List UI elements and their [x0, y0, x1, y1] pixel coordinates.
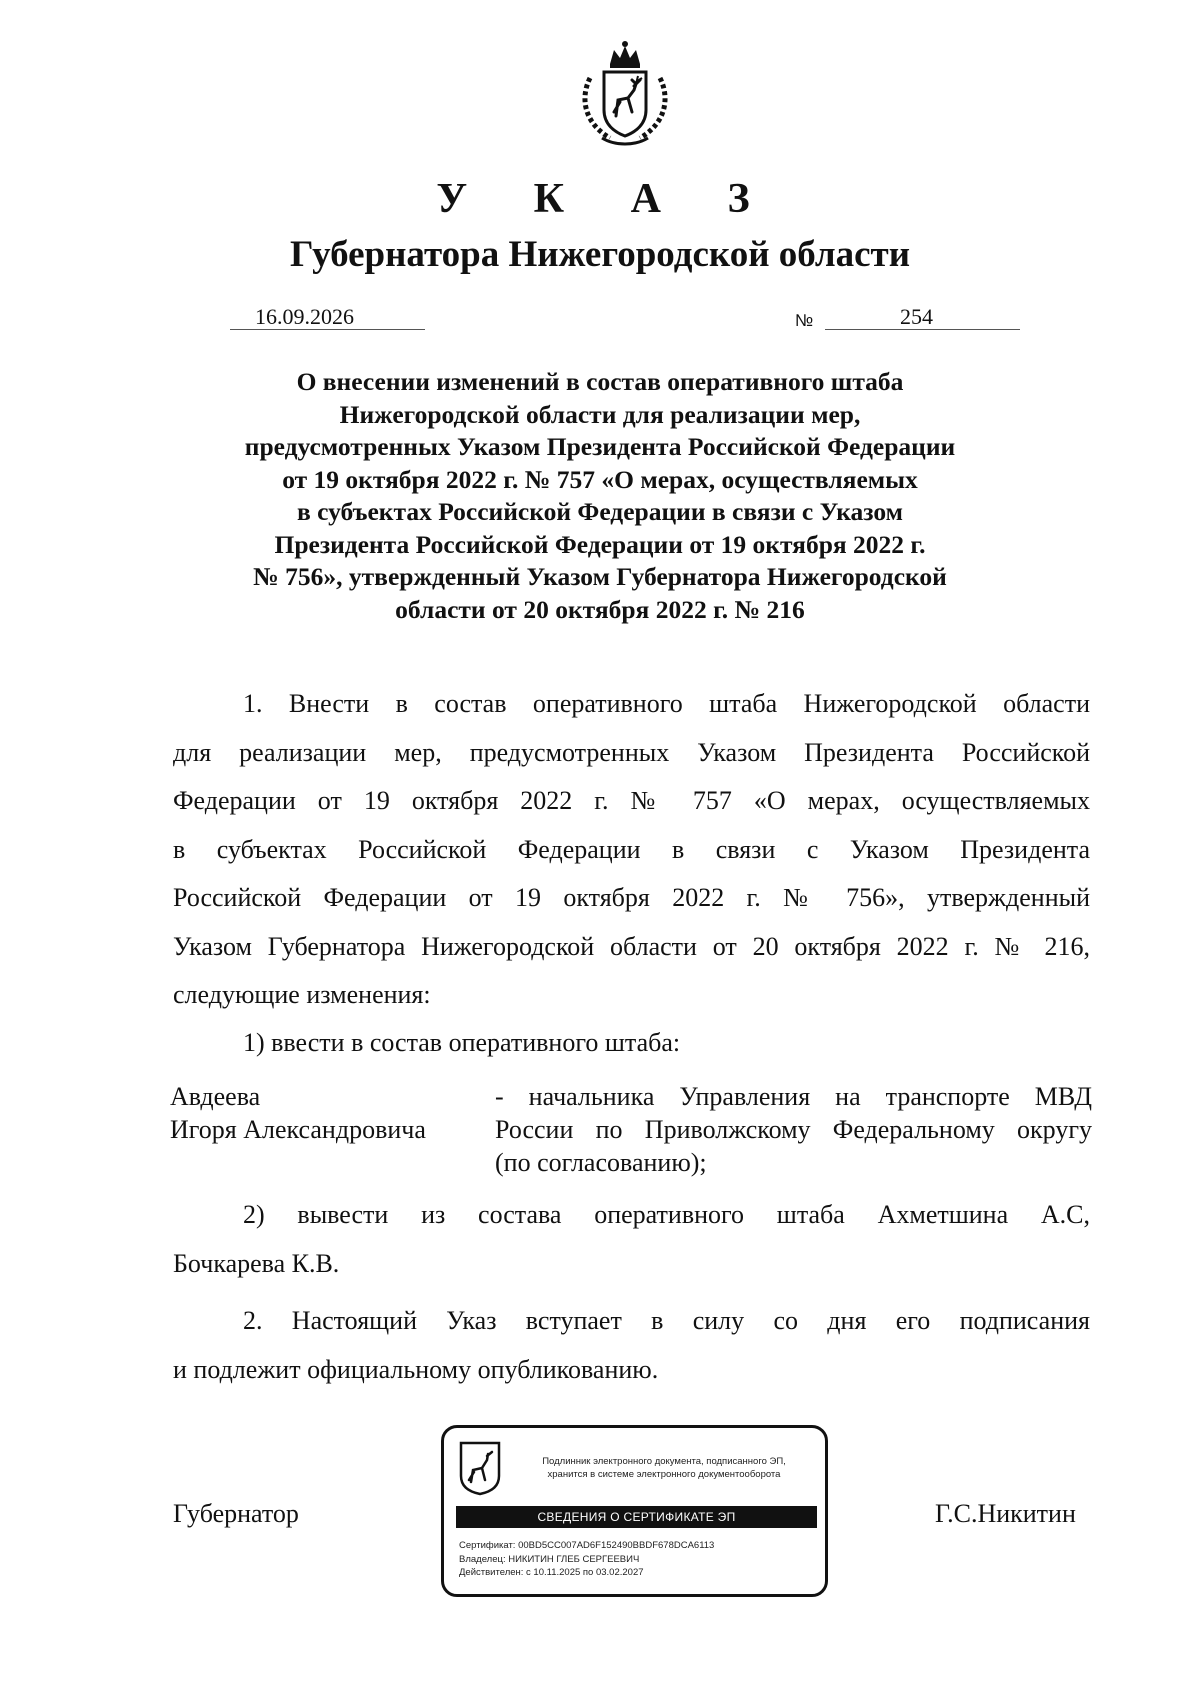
issuer-title: Губернатора Нижегородской области [289, 234, 911, 275]
document-date: 16.09.2026 [230, 304, 425, 330]
role-line: (по согласованию); [495, 1148, 707, 1177]
paragraph-line: для реализации мер, предусмотренных Указом Президента Российской [173, 737, 1090, 767]
person-given-name: Игоря Александровича [170, 1115, 426, 1144]
subject-line: от 19 октября 2022 г. № 757 «О мерах, осуществляемых [282, 464, 918, 494]
paragraph-line: Федерации от 19 октября 2022 г. № 757 «О мерах, осуществляемых [173, 786, 1090, 815]
certificate-owner: Владелец: НИКИТИН ГЛЕБ СЕРГЕЕВИЧ [459, 1553, 640, 1565]
document-number: 254 [825, 304, 1020, 330]
stamp-note-line: хранится в системе электронного документооборота [547, 1469, 781, 1480]
person-role [495, 1080, 1092, 1179]
subject-line: Нижегородской области для реализации мер, [339, 399, 861, 429]
paragraph-1 [173, 680, 1090, 1020]
paragraph-line: 1. Внести в состав оперативного штаба Нижегородской области [243, 689, 1090, 718]
subject-line: № 756», утвержденный Указом Губернатора Нижегородской [253, 562, 947, 591]
stamp-band: СВЕДЕНИЯ О СЕРТИФИКАТЕ ЭП [456, 1506, 817, 1528]
role-line: - начальника Управления на транспорте МВД [495, 1082, 1092, 1111]
paragraph-line: 2. Настоящий Указ вступает в силу со дня его подписания [243, 1306, 1090, 1335]
subitem-2 [173, 1191, 1090, 1288]
certificate-info [459, 1539, 714, 1580]
paragraph-line: Указом Губернатора Нижегородской области от 20 октября 2022 г. № 216, [173, 931, 1090, 961]
signatory-name: Г.С.Никитин [935, 1499, 1076, 1528]
document-subject [170, 366, 1030, 626]
subject-line: предусмотренных Указом Президента Российской Федерации [244, 432, 956, 461]
subitem-1: 1) ввести в состав оперативного штаба: [243, 1028, 681, 1057]
regional-emblem-icon [458, 1440, 502, 1496]
number-label: № [795, 311, 814, 330]
certificate-id: Сертификат: 00BD5CC007AD6F152490BBDF678DCA6113 [459, 1540, 715, 1551]
paragraph-line: Российской Федерации от 19 октября 2022 г. № 756», утвержденный [173, 883, 1090, 912]
role-line: России по Приволжскому Федеральному округу [495, 1115, 1092, 1144]
subject-line: Президента Российской Федерации от 19 октября 2022 г. [274, 529, 926, 559]
certificate-validity: Действителен: с 10.11.2025 по 03.02.2027 [459, 1567, 644, 1578]
subject-line: в субъектах Российской Федерации в связи с Указом [296, 497, 904, 526]
stamp-note-line: Подлинник электронного документа, подписанного ЭП, [542, 1456, 786, 1467]
stamp-note [514, 1455, 814, 1481]
paragraph-line: 2) вывести из состава оперативного штаба Ахметшина А.С, [243, 1200, 1090, 1229]
signatory-position: Губернатор [173, 1499, 299, 1528]
document-type-title: У К А З [436, 176, 778, 222]
subject-line: области от 20 октября 2022 г. № 216 [395, 594, 805, 624]
electronic-signature-stamp [441, 1425, 828, 1597]
subject-line: О внесении изменений в состав оперативного штаба [296, 367, 904, 396]
paragraph-line: следующие изменения: [173, 980, 431, 1009]
coat-of-arms-emblem [570, 38, 680, 148]
paragraph-line: в субъектах Российской Федерации в связи с Указом Президента [173, 834, 1090, 864]
paragraph-2 [173, 1297, 1090, 1394]
paragraph-line: Бочкарева К.В. [173, 1248, 340, 1278]
person-name [170, 1080, 426, 1146]
paragraph-line: и подлежит официальному опубликованию. [173, 1354, 659, 1384]
person-surname: Авдеева [170, 1082, 261, 1111]
